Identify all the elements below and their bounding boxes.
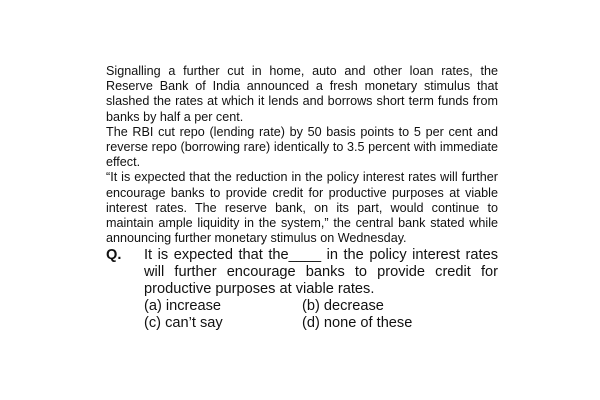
passage-paragraph: Signalling a further cut in home, auto and other loan rates, the Reserve Bank of India announced a fresh monetary stimulus that slashed the rates at which it lends and borrows short term funds from banks by half a per cent. bbox=[106, 64, 498, 124]
question-text: It is expected that the____ in the policy interest rates will further encourage banks to provide credit for productive purposes at viable rates. bbox=[144, 247, 498, 297]
question-label: Q. bbox=[106, 247, 122, 263]
option-a: (a) increase bbox=[144, 298, 222, 314]
option-c: (c) can’t say bbox=[144, 315, 223, 331]
passage-paragraph: “It is expected that the reduction in the policy interest rates will further encourage banks to provide credit for productive purposes at viable interest rates. The reserve bank, on its part, would continue to maintain ample liquidity in the system,” the central bank stated while announcing further monetary stimulus on Wednesday. bbox=[106, 170, 498, 246]
passage-paragraph: The RBI cut repo (lending rate) by 50 basis points to 5 per cent and reverse repo (borrowing rare) identically to 3.5 percent with immediate effect. bbox=[106, 124, 498, 170]
passage bbox=[106, 64, 498, 246]
option-b: (b) decrease bbox=[302, 298, 384, 314]
answer-options bbox=[144, 298, 498, 332]
option-d: (d) none of these bbox=[302, 315, 413, 331]
question-block bbox=[106, 247, 498, 332]
